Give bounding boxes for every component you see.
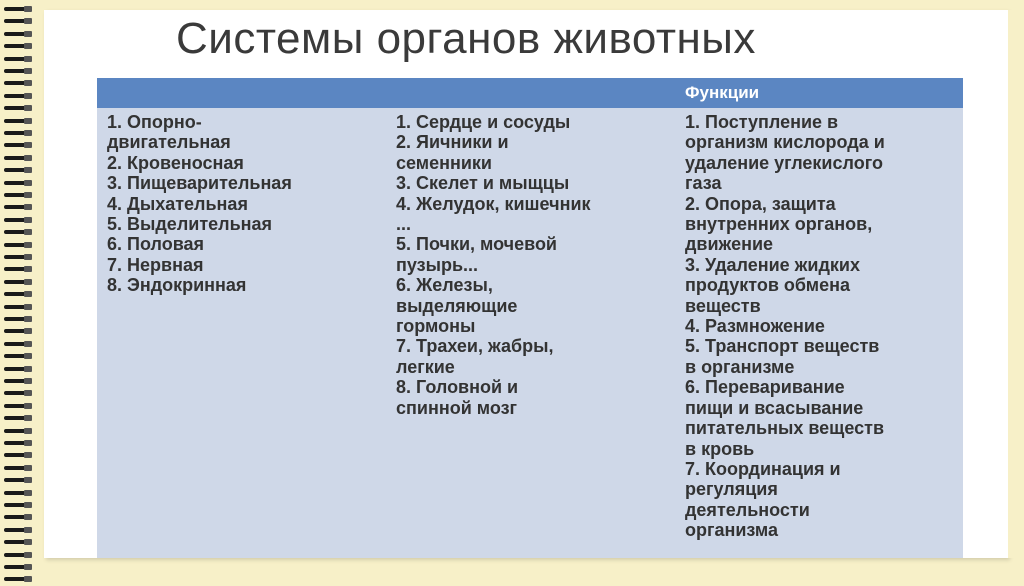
table-cell-line: 7. Координация и	[685, 458, 841, 479]
table-cell-line: гормоны	[396, 316, 476, 337]
spiral-ring	[4, 328, 34, 334]
table-cell-line: внутренних органов,	[685, 214, 873, 235]
spiral-ring	[4, 452, 34, 458]
table-header	[97, 78, 963, 108]
table-cell-line: 1. Опорно-	[107, 112, 202, 132]
spiral-ring	[4, 167, 34, 173]
spiral-ring	[4, 304, 34, 310]
table-cell-line: 6. Переваривание	[685, 377, 845, 398]
spiral-ring	[4, 477, 34, 483]
table-cell-line: деятельности	[685, 499, 810, 520]
table-cell-line: 8. Эндокринная	[107, 275, 247, 296]
organ-systems-table	[97, 78, 963, 558]
table-cell-line: газа	[685, 173, 722, 194]
spiral-ring	[4, 465, 34, 471]
spiral-ring	[4, 18, 34, 24]
spiral-ring	[4, 130, 34, 136]
table-cell-line: организм кислорода и	[685, 132, 885, 153]
table-cell-line: в кровь	[685, 438, 755, 459]
spiral-ring	[4, 31, 34, 37]
spiral-ring	[4, 564, 34, 570]
table-cell-line: 3. Пищеварительная	[107, 173, 292, 194]
table-cell-line: регуляция	[685, 479, 778, 500]
spiral-ring	[4, 105, 34, 111]
spiral-ring	[4, 428, 34, 434]
table-cell-line: 6. Железы,	[396, 275, 493, 296]
spiral-ring	[4, 192, 34, 198]
table-cell-line: веществ	[685, 295, 761, 316]
spiral-ring	[4, 539, 34, 545]
spiral-ring	[4, 6, 34, 12]
table-cell-line: 7. Трахеи, жабры,	[396, 336, 554, 357]
table-cell-line: пузырь...	[396, 254, 479, 275]
table-cell-line: пищи и всасывание	[685, 397, 864, 418]
spiral-ring	[4, 266, 34, 272]
column-organs	[396, 112, 676, 418]
table-cell-line: семенники	[396, 152, 492, 173]
table-cell-line: движение	[685, 234, 774, 255]
table-cell-line: 4. Желудок, кишечник	[396, 193, 591, 214]
spiral-ring	[4, 291, 34, 297]
spiral-ring	[4, 502, 34, 508]
table-cell-line: 3. Скелет и мыщцы	[396, 173, 570, 194]
table-cell-line: 2. Яичники и	[396, 132, 509, 153]
table-cell-line: в организме	[685, 356, 795, 377]
table-cell-line: 4. Размножение	[685, 316, 825, 337]
spiral-ring	[4, 254, 34, 260]
column-functions	[685, 112, 960, 541]
spiral-ring	[4, 229, 34, 235]
table-cell-line: 7. Нервная	[107, 254, 204, 275]
table-cell-line: удаление углекислого	[685, 152, 883, 173]
page-edge	[1008, 10, 1024, 558]
spiral-ring	[4, 142, 34, 148]
spiral-ring	[4, 204, 34, 210]
spiral-ring	[4, 93, 34, 99]
spiral-ring	[4, 180, 34, 186]
table-cell-line: выделяющие	[396, 295, 518, 316]
spiral-ring	[4, 552, 34, 558]
table-cell-line: 2. Кровеносная	[107, 152, 244, 173]
page-title: Системы органов животных	[176, 14, 756, 63]
spiral-ring	[4, 576, 34, 582]
table-cell-line: легкие	[396, 356, 455, 377]
spiral-ring	[4, 43, 34, 49]
spiral-ring	[4, 68, 34, 74]
table-cell-line: ...	[396, 214, 412, 235]
spiral-ring	[4, 56, 34, 62]
spiral-ring	[4, 353, 34, 359]
table-cell-line: организма	[685, 520, 779, 541]
table-cell-line: 8. Головной и	[396, 377, 519, 398]
spiral-ring	[4, 378, 34, 384]
spiral-ring	[4, 242, 34, 248]
table-cell-line: двигательная	[107, 132, 231, 153]
table-cell-line: 1. Поступление в	[685, 112, 839, 132]
spiral-ring	[4, 527, 34, 533]
table-cell-line: 5. Выделительная	[107, 214, 273, 235]
spiral-ring	[4, 403, 34, 409]
spiral-ring	[4, 80, 34, 86]
table-cell-line: питательных веществ	[685, 418, 885, 439]
table-cell-line: спинной мозг	[396, 397, 518, 418]
spiral-ring	[4, 490, 34, 496]
table-cell-line: 1. Сердце и сосуды	[396, 112, 571, 132]
spiral-ring	[4, 155, 34, 161]
header-cell-functions: Функции	[685, 83, 760, 102]
table-cell-line: 5. Почки, мочевой	[396, 234, 557, 255]
spiral-ring	[4, 366, 34, 372]
spiral-ring	[4, 514, 34, 520]
spiral-ring	[4, 279, 34, 285]
table-cell-line: 3. Удаление жидких	[685, 254, 861, 275]
column-systems	[107, 112, 387, 296]
table-cell-line: 2. Опора, защита	[685, 193, 836, 214]
table-cell-line: 4. Дыхательная	[107, 193, 248, 214]
spiral-ring	[4, 341, 34, 347]
table-cell-line: продуктов обмена	[685, 275, 851, 296]
spiral-binding	[0, 0, 44, 586]
spiral-ring	[4, 217, 34, 223]
table-cell-line: 5. Транспорт веществ	[685, 336, 880, 357]
spiral-ring	[4, 118, 34, 124]
spiral-ring	[4, 316, 34, 322]
table-cell-line: 6. Половая	[107, 234, 205, 255]
spiral-ring	[4, 390, 34, 396]
spiral-ring	[4, 440, 34, 446]
spiral-ring	[4, 415, 34, 421]
